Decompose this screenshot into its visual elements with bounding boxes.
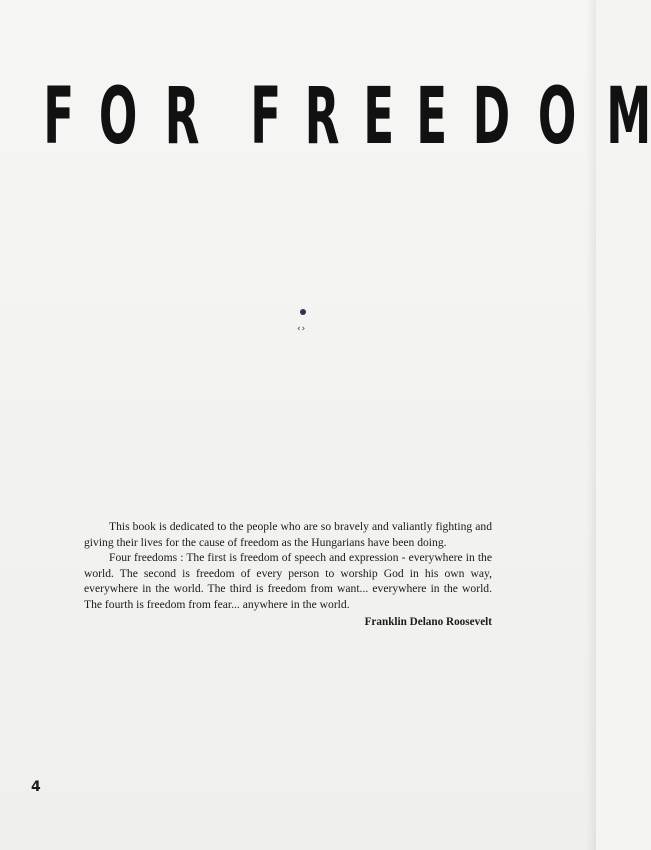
ornament-mark-icon: ‹›: [297, 324, 307, 334]
title-letter: F: [43, 72, 75, 162]
title-letter: E: [416, 72, 448, 162]
title-space: [217, 72, 233, 162]
page-edge-shadow: [586, 0, 596, 850]
title-letter: M: [606, 72, 651, 162]
dedication-block: [84, 519, 492, 631]
page-title-text: [32, 72, 651, 162]
title-letter: R: [164, 72, 200, 162]
page-number: 4: [31, 779, 41, 795]
title-letter: R: [304, 72, 340, 162]
page-title: [32, 72, 651, 162]
four-freedoms-quote: Four freedoms : The first is freedom of speech and expression - everywhere in the world. The second is freedom of every person to worship God in his own way, everywhere in the world. The third is freedom from want... everywhere in the world. The fourth is freedom from fear... anywhere in the world.: [84, 551, 492, 611]
title-letter: F: [250, 72, 281, 162]
title-letter: O: [537, 72, 576, 162]
title-letter: O: [99, 72, 138, 162]
dedication-paragraph: This book is dedicated to the people who are so bravely and valiantly fighting and giving their lives for the cause of freedom as the Hungarians have been doing.: [84, 520, 492, 549]
quote-attribution: Franklin Delano Roosevelt: [364, 616, 492, 628]
title-letter: D: [472, 72, 510, 162]
ornament-dot-icon: [300, 309, 306, 315]
title-letter: E: [363, 72, 395, 162]
